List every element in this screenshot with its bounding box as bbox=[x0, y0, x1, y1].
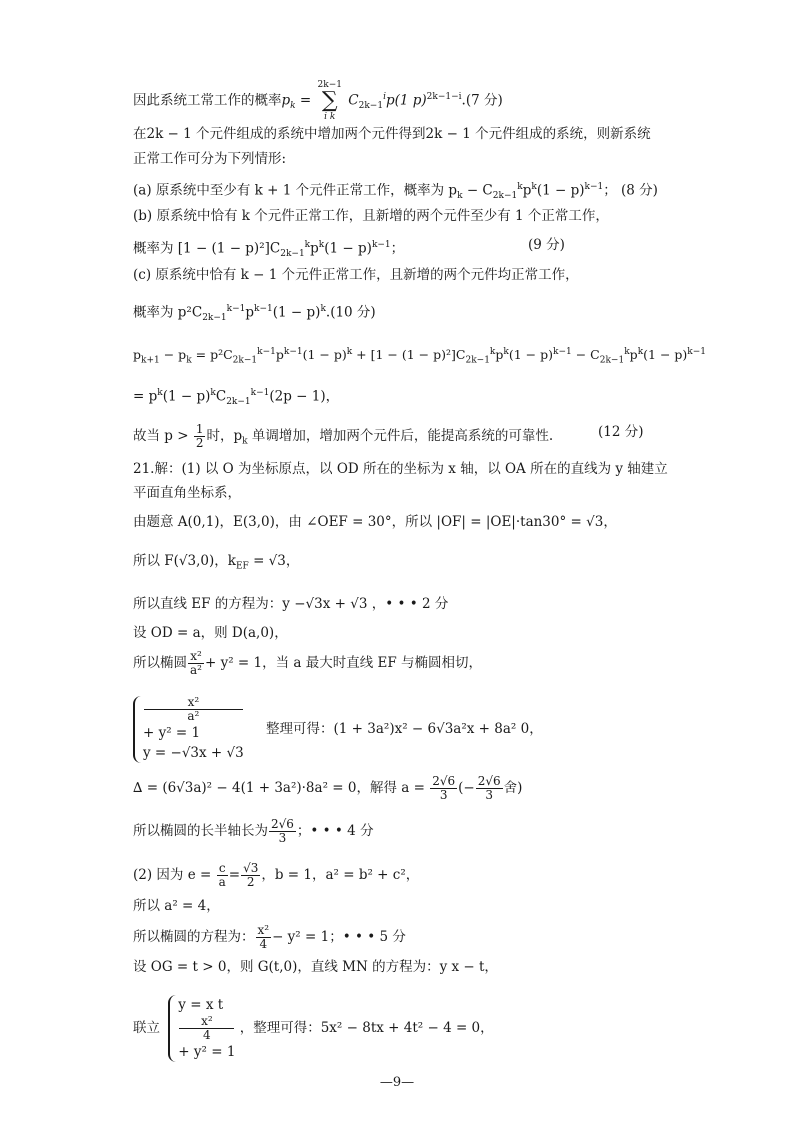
text: ，b = 1，a² = b² + c²， bbox=[261, 867, 420, 883]
numerator: √3 bbox=[243, 861, 259, 875]
text-line: $p_{k+1} - p_k = p^2C_{2k-1}^{k-1}p^{k-1}(1 - p)^k + [1 - (1 - p)^2]C_{2k-1}^kp^k(1 - p)^{k-1} - C_{2k-1}^kp^k(1 - p)^{k-1}$ bbox=[133, 347, 707, 366]
text: + y² = 1，当 a 最大时直线 EF 与椭圆相切， bbox=[204, 655, 483, 671]
math: p(1 p) bbox=[385, 92, 427, 109]
text-line: 所以直线 EF 的方程为：y −√3x + √3 ，• • • 2 分 bbox=[133, 596, 449, 612]
text: (− bbox=[458, 780, 475, 796]
text: p bbox=[522, 182, 532, 199]
text-line: 在2k − 1 个元件组成的系统中增加两个元件得到2k − 1 个元件组成的系统，则新系统 bbox=[133, 126, 651, 142]
text-line bbox=[133, 924, 406, 951]
text: − C bbox=[462, 182, 493, 199]
numerator: x² bbox=[179, 1015, 234, 1029]
sum-lower: i k bbox=[324, 112, 336, 122]
text-line: 故当 p > $\frac{1}{2}$ 时，$p_k$ 单调增加，增加两个元件后，能提高系统的可靠性. (12 分) bbox=[133, 422, 644, 450]
text: ∆ = (6√3a)² − 4(1 + 3a²)·8a² = 0，解得 a = bbox=[133, 780, 425, 796]
text: 所以椭圆的方程为： bbox=[133, 929, 255, 945]
denominator: a² bbox=[190, 663, 202, 677]
denominator: a² bbox=[187, 709, 200, 723]
text-line bbox=[133, 775, 522, 802]
system-row: y = x t bbox=[178, 997, 224, 1013]
denominator: 4 bbox=[259, 937, 268, 951]
text: 整理可得：(1 + 3a²)x² − 6√3a²x + 8a² 0， bbox=[266, 721, 543, 737]
text: ，整理可得：5x² − 8tx + 4t² − 4 = 0， bbox=[239, 1020, 494, 1036]
denominator: 4 bbox=[203, 1028, 211, 1042]
text: 所以椭圆 bbox=[133, 655, 187, 671]
text: (2) 因为 e = bbox=[133, 867, 212, 883]
text: p bbox=[133, 347, 142, 363]
text: = bbox=[228, 867, 241, 883]
fraction bbox=[194, 423, 206, 450]
text: 概率为 p²C bbox=[133, 304, 203, 321]
numerator: 2√6 bbox=[432, 774, 456, 788]
equation-system bbox=[133, 696, 244, 763]
fraction bbox=[256, 924, 272, 951]
text-line bbox=[133, 650, 482, 677]
fraction bbox=[188, 650, 204, 677]
text-line: 平面直角坐标系， bbox=[133, 485, 241, 501]
text: (1 − p) bbox=[536, 182, 585, 199]
text: (1 − p) bbox=[302, 347, 347, 363]
system-row: y = −√3x + √3 bbox=[143, 745, 244, 761]
text: C bbox=[215, 388, 227, 405]
summation: 2k−1 ∑ i k bbox=[317, 80, 342, 122]
text: ； bbox=[390, 240, 405, 257]
text: + y² = 1 bbox=[178, 1044, 236, 1060]
text: p bbox=[310, 240, 319, 257]
text: p bbox=[245, 304, 255, 321]
text-line: 正常工作可分为下列情形: bbox=[133, 151, 287, 167]
text-line bbox=[133, 818, 374, 845]
fraction bbox=[144, 696, 243, 723]
text: 因此系统工常工作的概率 bbox=[133, 92, 282, 109]
system-row bbox=[178, 1015, 235, 1062]
text-line: 因此系统工常工作的概率$p_k = 2k-1$ ∑ i k $C_{2k-1}^ip(1$ p)$^{2k-1-i}$.(7 分) bbox=[133, 80, 503, 122]
text: 故当 p > bbox=[133, 428, 189, 444]
text: 所以 F(√3,0)，k bbox=[133, 553, 236, 569]
text: (a) 原系统中至少有 k + 1 个元件正常工作，概率为 p bbox=[133, 182, 458, 199]
fraction bbox=[476, 775, 503, 802]
fraction bbox=[430, 775, 457, 802]
text: 舍) bbox=[503, 780, 523, 796]
text-line: 概率为 $p^2C_{2k-1}^{k-1}p^{k-1}(1 - p)^k.(10$ 分) bbox=[133, 304, 376, 324]
fraction bbox=[179, 1015, 234, 1042]
text-line bbox=[133, 862, 419, 889]
page-number: —9— bbox=[379, 1075, 415, 1090]
text: .(10 分) bbox=[325, 304, 376, 321]
text: (2p − 1)， bbox=[269, 388, 340, 405]
text: 单调增加，增加两个元件后，能提高系统的可靠性. bbox=[247, 428, 554, 444]
denominator: 2 bbox=[246, 875, 255, 889]
fraction bbox=[269, 818, 296, 845]
fraction bbox=[217, 862, 228, 889]
equation-system bbox=[168, 995, 235, 1062]
numerator: x² bbox=[144, 696, 243, 710]
text: − y² = 1；• • • 5 分 bbox=[272, 929, 406, 945]
text: (1 − p) bbox=[324, 240, 372, 257]
text: (1 − p) bbox=[643, 347, 688, 363]
text-line: 21.解：(1) 以 O 为坐标原点，以 OD 所在的坐标为 x 轴，以 OA 所在的直线为 y 轴建立 bbox=[133, 461, 668, 477]
text-line: 所以 F(√3,0)，$k_{EF} = √3$， bbox=[133, 553, 300, 572]
text-line: 设 OD = a，则 D(a,0)， bbox=[133, 625, 288, 641]
text-line: (a) 原系统中至少有 k + 1 个元件正常工作，概率为 $p_k - C_{2k-1}^kp^k(1 - p)^{k-1}$； (8 分) bbox=[133, 182, 658, 202]
text: (1 − p) bbox=[272, 304, 321, 321]
numerator: x² bbox=[257, 923, 270, 937]
text: p bbox=[495, 347, 504, 363]
numerator: 2√6 bbox=[271, 817, 294, 831]
numerator: 2√6 bbox=[477, 774, 501, 788]
text: p bbox=[275, 347, 284, 363]
fraction bbox=[241, 862, 260, 889]
score: .(7 分) bbox=[461, 92, 503, 109]
text: 联立 bbox=[133, 1020, 160, 1036]
text: ； (8 分) bbox=[603, 182, 658, 199]
text: ；• • • 4 分 bbox=[296, 823, 374, 839]
denominator: 3 bbox=[439, 788, 448, 802]
numerator: 1 bbox=[195, 422, 204, 436]
text-line: (c) 原系统中恰有 k − 1 个元件正常工作，且新增的两个元件均正常工作， bbox=[133, 267, 579, 283]
text-line: = $p^k(1 - p)^kC_{2k-1}^{k-1}(2p - 1)$， bbox=[133, 388, 340, 408]
text-line: 设 OG = t > 0，则 G(t,0)，直线 MN 的方程为：y x − t， bbox=[133, 959, 498, 975]
text: + [1 − (1 − p)²]C bbox=[352, 347, 466, 363]
text-line: (b) 原系统中恰有 k 个元件正常工作，且新增的两个元件至少有 1 个正常工作， bbox=[133, 208, 609, 224]
text: − p bbox=[159, 347, 187, 363]
equation-system-line bbox=[133, 696, 543, 763]
sum-upper: 2k−1 bbox=[317, 80, 342, 90]
text-line: 所以 a² = 4， bbox=[133, 898, 220, 914]
score: (9 分) bbox=[528, 237, 565, 253]
denominator: 2 bbox=[195, 436, 204, 450]
denominator: 3 bbox=[278, 831, 287, 845]
text: = √3， bbox=[248, 553, 300, 569]
text: 概率为 [1 − (1 − p)²]C bbox=[133, 240, 281, 257]
math: C bbox=[348, 92, 359, 109]
text: = p bbox=[133, 388, 158, 405]
text: p bbox=[629, 347, 638, 363]
math: p bbox=[281, 92, 291, 109]
denominator: a bbox=[218, 875, 226, 889]
text: = p²C bbox=[191, 347, 233, 363]
score: (12 分) bbox=[598, 424, 644, 440]
text: + y² = 1 bbox=[143, 725, 201, 741]
system-row bbox=[143, 696, 244, 743]
numerator: c bbox=[217, 862, 228, 876]
text: 所以椭圆的长半轴长为 bbox=[133, 823, 268, 839]
text: 时，p bbox=[206, 428, 243, 444]
text: (1 − p) bbox=[508, 347, 554, 363]
text: (1 − p) bbox=[162, 388, 211, 405]
text: − C bbox=[571, 347, 600, 363]
numerator: x² bbox=[188, 650, 204, 664]
denominator: 3 bbox=[485, 788, 494, 802]
text-line: 概率为 $[1 - (1 - p)^2]C_{2k-1}^kp^k(1 - p)^{k-1}$； (9 分) bbox=[133, 237, 565, 260]
text-line: 由题意 A(0,1)，E(3,0)，由 ∠OEF = 30°，所以 |OF| = |OE|·tan30° = √3， bbox=[133, 514, 617, 530]
equation-system-line bbox=[133, 995, 494, 1062]
